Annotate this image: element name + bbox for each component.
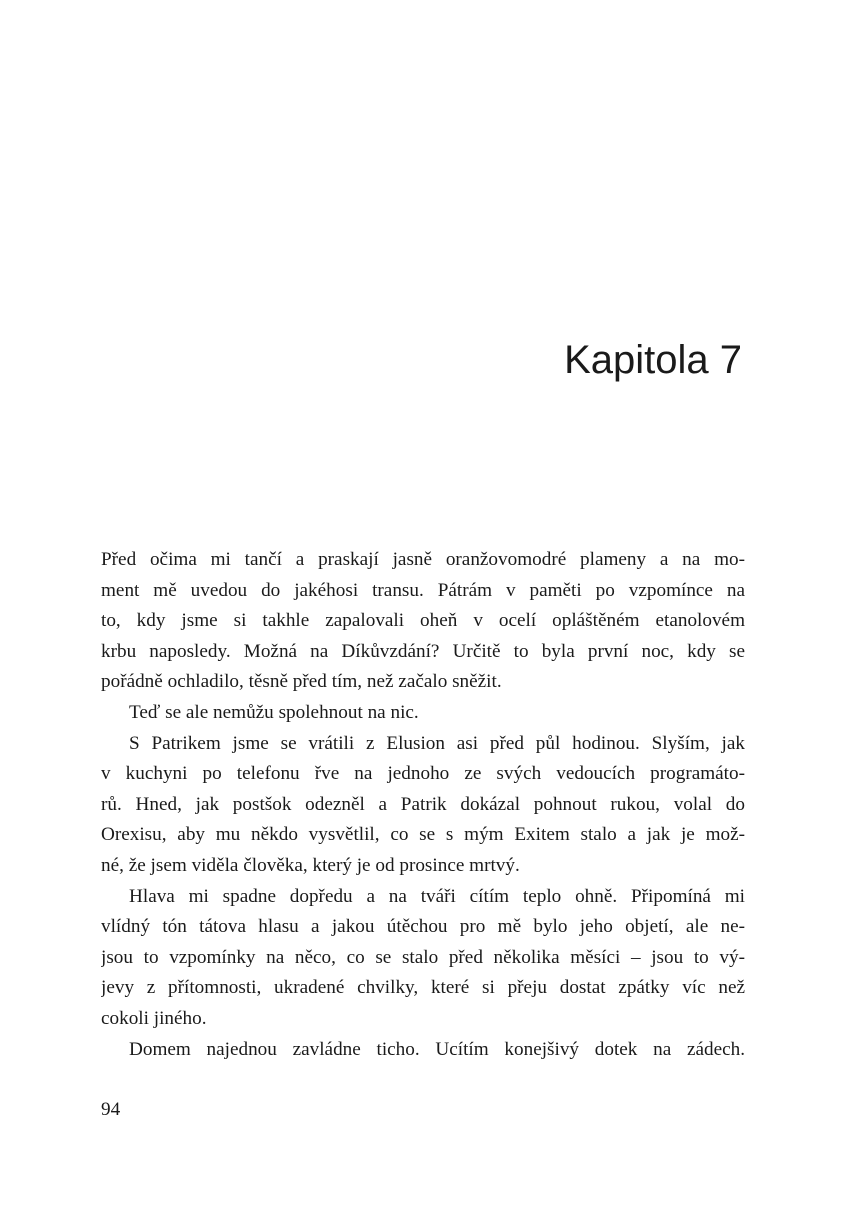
text-line: pořádně ochladilo, těsně před tím, než začalo sněžit. (101, 671, 502, 693)
chapter-title: Kapitola 7 (564, 338, 742, 382)
text-line: cokoli jiného. (101, 1007, 207, 1029)
text-line: Před očima mi tančí a praskají jasně oranžovomodré plameny a na mo- (101, 549, 745, 570)
text-line: jsou to vzpomínky na něco, co se stalo před několika měsíci – jsou to vý- (101, 946, 745, 968)
text-line: ment mě uvedou do jakéhosi transu. Pátrám v paměti po vzpomínce na (101, 579, 745, 601)
text-line: S Patrikem jsme se vrátili z Elusion asi před půl hodinou. Slyším, jak (129, 732, 745, 754)
text-line: to, kdy jsme si takhle zapalovali oheň v ocelí opláštěném etanolovém (101, 610, 745, 632)
text-line: v kuchyni po telefonu řve na jednoho ze svých vedoucích programáto- (101, 763, 745, 785)
text-line: Domem najednou zavládne ticho. Ucítím konejšivý dotek na zádech. (129, 1038, 745, 1060)
text-line: Hlava mi spadne dopředu a na tváři cítím teplo ohně. Připomíná mi (129, 885, 745, 907)
text-line: rů. Hned, jak postšok odezněl a Patrik dokázal pohnout rukou, volal do (101, 793, 745, 815)
body-text (101, 545, 745, 1065)
text-line: jevy z přítomnosti, ukradené chvilky, které si přeju dostat zpátky víc než (101, 977, 745, 999)
text-line: Teď se ale nemůžu spolehnout na nic. (129, 701, 419, 723)
page-number: 94 (101, 1099, 121, 1120)
text-line: vlídný tón tátova hlasu a jakou útěchou pro mě bylo jeho objetí, ale ne- (101, 916, 745, 938)
text-line: Orexisu, aby mu někdo vysvětlil, co se s mým Exitem stalo a jak je mož- (101, 824, 745, 846)
text-line: né, že jsem viděla člověka, který je od prosince mrtvý. (101, 854, 520, 876)
text-line: krbu naposledy. Možná na Díkůvzdání? Určitě to byla první noc, kdy se (101, 640, 745, 662)
